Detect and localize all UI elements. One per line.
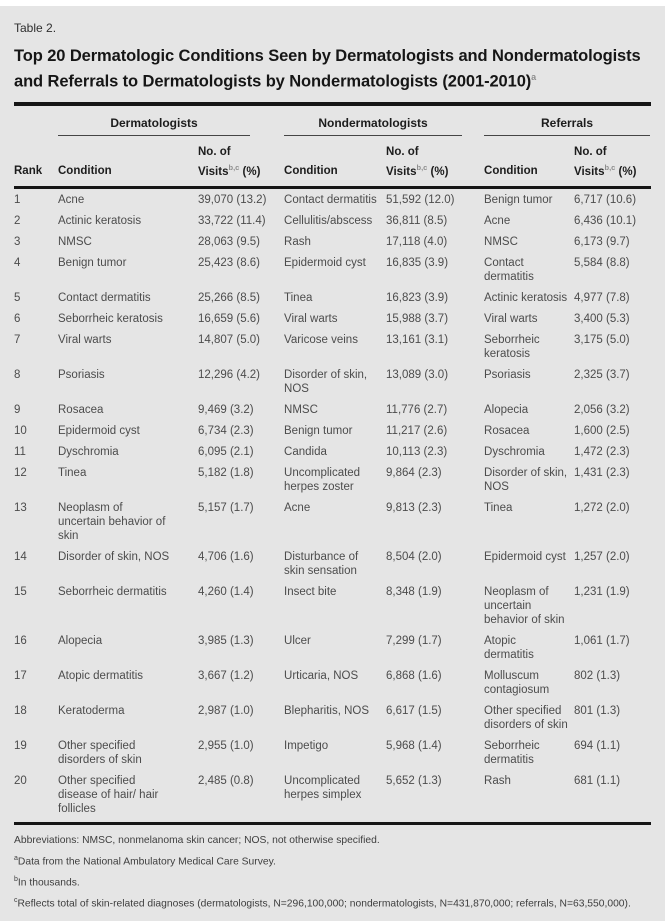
visits-header-line1: No. of <box>198 145 231 158</box>
table-row <box>14 546 651 581</box>
group-label-dermatologists: Dermatologists <box>58 116 250 136</box>
cell-ref-condition: Disorder of skin, NOS <box>484 467 568 494</box>
cell-nonderm-visits: 11,776 (2.7) <box>386 404 448 417</box>
footnote-c-superscript: c <box>14 896 18 904</box>
cell-derm-condition: Tinea <box>58 467 87 480</box>
cell-rank: 5 <box>14 292 21 305</box>
conditions-table <box>14 110 651 820</box>
cell-nonderm-visits: 16,835 (3.9) <box>386 257 449 270</box>
cell-derm-condition: Seborrheic dermatitis <box>58 586 167 599</box>
cell-ref-visits: 1,431 (2.3) <box>574 467 630 480</box>
cell-nonderm-condition: Impetigo <box>284 740 329 753</box>
cell-ref-condition: Seborrheic keratosis <box>484 334 540 361</box>
table-row <box>14 735 651 770</box>
cell-rank: 2 <box>14 215 21 228</box>
cell-rank: 3 <box>14 236 21 249</box>
cell-ref-condition: Molluscum contagiosum <box>484 670 550 697</box>
visits-header-superscript: b,c <box>228 162 240 172</box>
cell-derm-visits: 9,469 (3.2) <box>198 404 254 417</box>
cell-ref-visits: 6,436 (10.1) <box>574 215 637 228</box>
cell-derm-condition: Keratoderma <box>58 705 125 718</box>
col-header-visits-nonderm <box>386 136 484 188</box>
table-row <box>14 770 651 819</box>
cell-nonderm-visits: 13,161 (3.1) <box>386 334 449 347</box>
cell-nonderm-condition: Insect bite <box>284 586 337 599</box>
col-header-condition-derm: Condition <box>58 136 198 188</box>
cell-ref-visits: 4,977 (7.8) <box>574 292 630 305</box>
table-row <box>14 210 651 231</box>
cell-rank: 14 <box>14 551 27 564</box>
cell-derm-condition: Acne <box>58 194 85 207</box>
cell-ref-visits: 1,272 (2.0) <box>574 502 630 515</box>
cell-nonderm-condition: Disturbance of skin sensation <box>284 551 359 578</box>
cell-ref-condition: Contact dermatitis <box>484 257 534 284</box>
cell-nonderm-condition: Urticaria, NOS <box>284 670 359 683</box>
cell-derm-condition: NMSC <box>58 236 92 249</box>
footnote-b-superscript: b <box>14 875 18 883</box>
cell-derm-visits: 2,485 (0.8) <box>198 775 254 788</box>
divider-top <box>14 102 651 106</box>
cell-derm-condition: Psoriasis <box>58 369 105 382</box>
cell-ref-condition: Seborrheic dermatitis <box>484 740 540 767</box>
cell-ref-visits: 694 (1.1) <box>574 740 621 753</box>
cell-derm-visits: 39,070 (13.2) <box>198 194 267 207</box>
cell-derm-visits: 3,985 (1.3) <box>198 635 254 648</box>
cell-nonderm-visits: 11,217 (2.6) <box>386 425 448 438</box>
cell-rank: 16 <box>14 635 27 648</box>
cell-nonderm-visits: 17,118 (4.0) <box>386 236 448 249</box>
col-header-rank: Rank <box>14 136 58 188</box>
col-header-condition-nonderm: Condition <box>284 136 386 188</box>
cell-rank: 7 <box>14 334 21 347</box>
footnote-a-text: Data from the National Ambulatory Medical Care Survey. <box>17 856 276 868</box>
footnote-abbreviations <box>14 832 651 850</box>
cell-ref-condition: Rosacea <box>484 425 530 438</box>
table-row <box>14 252 651 287</box>
cell-ref-condition: Acne <box>484 215 511 228</box>
cell-rank: 13 <box>14 502 27 515</box>
cell-rank: 1 <box>14 194 21 207</box>
footnote-b-text: In thousands. <box>17 877 80 889</box>
cell-rank: 10 <box>14 425 27 438</box>
cell-ref-condition: NMSC <box>484 236 518 249</box>
cell-rank: 8 <box>14 369 21 382</box>
cell-ref-condition: Benign tumor <box>484 194 553 207</box>
cell-derm-visits: 3,667 (1.2) <box>198 670 254 683</box>
cell-derm-condition: Viral warts <box>58 334 112 347</box>
visits-header-word: Visits <box>574 165 605 178</box>
visits-header-word: Visits <box>198 165 229 178</box>
cell-ref-visits: 1,257 (2.0) <box>574 551 630 564</box>
group-header-row <box>14 110 651 136</box>
cell-nonderm-visits: 10,113 (2.3) <box>386 446 448 459</box>
cell-ref-condition: Rash <box>484 775 511 788</box>
cell-nonderm-condition: NMSC <box>284 404 318 417</box>
cell-derm-visits: 16,659 (5.6) <box>198 313 261 326</box>
visits-header-word: Visits <box>386 165 417 178</box>
visits-header-line1: No. of <box>574 145 607 158</box>
table-row <box>14 441 651 462</box>
cell-ref-condition: Viral warts <box>484 313 538 326</box>
visits-header-superscript: b,c <box>416 162 428 172</box>
cell-ref-condition: Tinea <box>484 502 513 515</box>
cell-rank: 17 <box>14 670 27 683</box>
visits-header-pct: (%) <box>430 165 449 178</box>
table-row <box>14 420 651 441</box>
cell-nonderm-condition: Benign tumor <box>284 425 353 438</box>
table-row <box>14 497 651 546</box>
cell-ref-visits: 681 (1.1) <box>574 775 621 788</box>
cell-nonderm-visits: 9,864 (2.3) <box>386 467 442 480</box>
table-row <box>14 287 651 308</box>
group-header-nondermatologists <box>284 110 484 136</box>
cell-nonderm-visits: 13,089 (3.0) <box>386 369 449 382</box>
cell-derm-visits: 28,063 (9.5) <box>198 236 261 249</box>
table-row <box>14 308 651 329</box>
cell-rank: 19 <box>14 740 27 753</box>
cell-derm-condition: Neoplasm of uncertain behavior of skin <box>58 502 166 543</box>
cell-ref-visits: 801 (1.3) <box>574 705 621 718</box>
cell-derm-visits: 33,722 (11.4) <box>198 215 266 228</box>
cell-ref-visits: 3,400 (5.3) <box>574 313 630 326</box>
cell-rank: 4 <box>14 257 21 270</box>
cell-nonderm-visits: 16,823 (3.9) <box>386 292 449 305</box>
cell-rank: 15 <box>14 586 27 599</box>
cell-nonderm-condition: Varicose veins <box>284 334 358 347</box>
visits-header-line1: No. of <box>386 145 419 158</box>
cell-ref-condition: Atopic dermatitis <box>484 635 534 662</box>
cell-nonderm-visits: 51,592 (12.0) <box>386 194 455 207</box>
page-title-text: Top 20 Dermatologic Conditions Seen by Dermatologists and Nondermatologists and Referrals to Dermatologists by Nondermatologists (2001-2010) <box>14 47 641 91</box>
cell-nonderm-condition: Uncomplicated herpes simplex <box>284 775 362 802</box>
cell-nonderm-visits: 6,868 (1.6) <box>386 670 442 683</box>
group-header-referrals <box>484 110 651 136</box>
cell-ref-condition: Neoplasm of uncertain behavior of skin <box>484 586 565 627</box>
cell-derm-condition: Rosacea <box>58 404 104 417</box>
cell-nonderm-condition: Uncomplicated herpes zoster <box>284 467 361 494</box>
cell-derm-visits: 4,260 (1.4) <box>198 586 254 599</box>
cell-derm-condition: Disorder of skin, NOS <box>58 551 170 564</box>
cell-derm-condition: Actinic keratosis <box>58 215 142 228</box>
footnote-c <box>14 892 651 913</box>
cell-nonderm-condition: Candida <box>284 446 327 459</box>
group-header-dermatologists <box>58 110 284 136</box>
table-row <box>14 462 651 497</box>
cell-ref-condition: Actinic keratosis <box>484 292 568 305</box>
cell-ref-visits: 1,600 (2.5) <box>574 425 630 438</box>
visits-header-superscript: b,c <box>604 162 616 172</box>
cell-nonderm-condition: Ulcer <box>284 635 311 648</box>
cell-ref-visits: 1,231 (1.9) <box>574 586 630 599</box>
visits-header-pct: (%) <box>618 165 637 178</box>
cell-nonderm-condition: Disorder of skin, NOS <box>284 369 368 396</box>
column-header-row <box>14 136 651 188</box>
footnote-a <box>14 850 651 871</box>
cell-derm-condition: Other specified disorders of skin <box>58 740 142 767</box>
table-2-panel <box>0 6 665 921</box>
table-row <box>14 364 651 399</box>
cell-ref-condition: Alopecia <box>484 404 529 417</box>
cell-rank: 12 <box>14 467 27 480</box>
cell-derm-condition: Other specified disease of hair/ hair follicles <box>58 775 159 816</box>
group-header-spacer <box>14 110 58 136</box>
cell-rank: 18 <box>14 705 27 718</box>
table-row <box>14 329 651 364</box>
footnote-c-text: Reflects total of skin-related diagnoses (dermatologists, N=296,100,000; nondermatologists, N=431,870,000; referrals, N=63,550,000). <box>17 898 631 910</box>
cell-nonderm-visits: 6,617 (1.5) <box>386 705 442 718</box>
cell-derm-visits: 4,706 (1.6) <box>198 551 254 564</box>
cell-derm-visits: 25,423 (8.6) <box>198 257 261 270</box>
footnotes <box>14 832 651 912</box>
cell-derm-condition: Contact dermatitis <box>58 292 151 305</box>
cell-derm-visits: 14,807 (5.0) <box>198 334 261 347</box>
col-header-condition-referrals: Condition <box>484 136 574 188</box>
group-label-nondermatologists: Nondermatologists <box>284 116 462 136</box>
cell-nonderm-condition: Acne <box>284 502 311 515</box>
cell-nonderm-visits: 8,504 (2.0) <box>386 551 442 564</box>
col-header-visits-referrals <box>574 136 651 188</box>
col-header-visits-derm <box>198 136 284 188</box>
table-row <box>14 581 651 630</box>
cell-ref-visits: 2,325 (3.7) <box>574 369 630 382</box>
page-title <box>14 46 651 93</box>
cell-derm-condition: Epidermoid cyst <box>58 425 140 438</box>
cell-derm-visits: 2,955 (1.0) <box>198 740 254 753</box>
cell-nonderm-condition: Blepharitis, NOS <box>284 705 370 718</box>
cell-ref-visits: 1,061 (1.7) <box>574 635 630 648</box>
cell-derm-visits: 25,266 (8.5) <box>198 292 261 305</box>
cell-nonderm-condition: Rash <box>284 236 311 249</box>
cell-nonderm-condition: Viral warts <box>284 313 338 326</box>
cell-derm-condition: Dyschromia <box>58 446 119 459</box>
table-row <box>14 700 651 735</box>
cell-nonderm-visits: 5,652 (1.3) <box>386 775 442 788</box>
table-body <box>14 188 651 820</box>
cell-derm-visits: 2,987 (1.0) <box>198 705 254 718</box>
table-label: Table 2. <box>14 21 57 35</box>
table-row <box>14 630 651 665</box>
cell-nonderm-visits: 8,348 (1.9) <box>386 586 442 599</box>
cell-derm-condition: Benign tumor <box>58 257 127 270</box>
table-row <box>14 188 651 211</box>
cell-ref-visits: 802 (1.3) <box>574 670 621 683</box>
divider-bottom <box>14 822 651 825</box>
cell-derm-visits: 12,296 (4.2) <box>198 369 261 382</box>
cell-ref-condition: Dyschromia <box>484 446 545 459</box>
table-row <box>14 665 651 700</box>
cell-ref-visits: 6,717 (10.6) <box>574 194 637 207</box>
visits-header-pct: (%) <box>242 165 261 178</box>
cell-derm-visits: 5,157 (1.7) <box>198 502 254 515</box>
cell-derm-condition: Alopecia <box>58 635 103 648</box>
cell-ref-visits: 1,472 (2.3) <box>574 446 630 459</box>
cell-nonderm-condition: Contact dermatitis <box>284 194 377 207</box>
cell-nonderm-condition: Cellulitis/abscess <box>284 215 373 228</box>
cell-ref-condition: Other specified disorders of skin <box>484 705 568 732</box>
cell-ref-condition: Epidermoid cyst <box>484 551 566 564</box>
cell-derm-condition: Atopic dermatitis <box>58 670 144 683</box>
cell-derm-visits: 6,734 (2.3) <box>198 425 254 438</box>
cell-nonderm-visits: 5,968 (1.4) <box>386 740 442 753</box>
cell-nonderm-visits: 9,813 (2.3) <box>386 502 442 515</box>
cell-nonderm-condition: Tinea <box>284 292 313 305</box>
cell-nonderm-condition: Epidermoid cyst <box>284 257 366 270</box>
footnote-abbreviations-text: Abbreviations: NMSC, nonmelanoma skin cancer; NOS, not otherwise specified. <box>14 835 380 847</box>
cell-ref-visits: 6,173 (9.7) <box>574 236 630 249</box>
cell-ref-visits: 5,584 (8.8) <box>574 257 630 270</box>
group-label-referrals: Referrals <box>484 116 650 136</box>
cell-rank: 9 <box>14 404 21 417</box>
cell-nonderm-visits: 36,811 (8.5) <box>386 215 448 228</box>
cell-derm-visits: 6,095 (2.1) <box>198 446 254 459</box>
cell-rank: 20 <box>14 775 27 788</box>
title-superscript: a <box>531 72 537 82</box>
cell-ref-condition: Psoriasis <box>484 369 531 382</box>
table-row <box>14 399 651 420</box>
cell-ref-visits: 3,175 (5.0) <box>574 334 630 347</box>
cell-nonderm-visits: 15,988 (3.7) <box>386 313 449 326</box>
cell-rank: 11 <box>14 446 26 459</box>
table-row <box>14 231 651 252</box>
cell-derm-condition: Seborrheic keratosis <box>58 313 163 326</box>
footnote-b <box>14 871 651 892</box>
cell-ref-visits: 2,056 (3.2) <box>574 404 630 417</box>
cell-derm-visits: 5,182 (1.8) <box>198 467 254 480</box>
footnote-a-superscript: a <box>14 854 18 862</box>
cell-rank: 6 <box>14 313 21 326</box>
cell-nonderm-visits: 7,299 (1.7) <box>386 635 442 648</box>
